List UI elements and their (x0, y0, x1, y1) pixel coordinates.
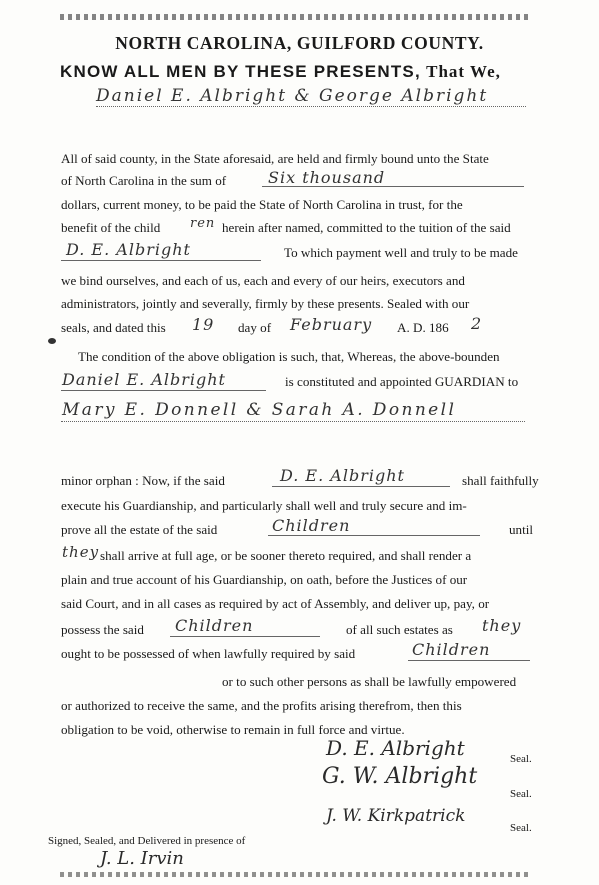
body-line-21: obligation to be void, otherwise to remain in full force and virtue. (61, 722, 405, 737)
body-line-17a: possess the said (61, 622, 144, 637)
month-handwriting: February (290, 315, 373, 334)
guardian-short-handwriting: D. E. Albright (66, 240, 191, 259)
they-2-handwriting: they (482, 616, 522, 635)
county-heading: NORTH CAROLINA, GUILFORD COUNTY. (115, 33, 484, 53)
that-we-text: That We, (426, 62, 501, 81)
body-line-7: administrators, jointly and severally, firmly by these presents. Sealed with our (61, 296, 470, 311)
know-all-men-heading (60, 62, 501, 82)
body-line-2: of North Carolina in the sum of (61, 173, 227, 188)
obligors-handwriting: Daniel E. Albright & George Albright (96, 86, 489, 106)
guardian-name-handwriting: Daniel E. Albright (62, 370, 226, 389)
signature-1: D. E. Albright (326, 736, 465, 760)
decorative-bottom-border (60, 872, 532, 877)
signature-2: G. W. Albright (322, 764, 478, 789)
they-1-handwriting: they (62, 543, 100, 561)
body-line-17b: of all such estates as (346, 622, 453, 637)
body-line-14: shall arrive at full age, or be sooner thereto required, and shall render a (100, 548, 472, 563)
ink-smudge (48, 338, 56, 344)
body-line-11a: minor orphan : Now, if the said (61, 473, 225, 488)
seal-label-1: Seal. (510, 753, 532, 765)
know-all-men-text: KNOW ALL MEN BY THESE PRESENTS, (60, 62, 421, 81)
body-line-5: To which payment well and truly to be made (284, 245, 518, 260)
children-1-handwriting: Children (272, 516, 351, 535)
body-line-1: All of said county, in the State aforesaid, are held and firmly bound unto the State (61, 151, 489, 166)
body-line-8b: day of (238, 320, 272, 335)
decorative-top-border (60, 14, 532, 20)
signature-3: J. W. Kirkpatrick (326, 806, 466, 826)
body-line-11b: shall faithfully (462, 473, 539, 488)
body-line-6: we bind ourselves, and each of us, each and every of our heirs, executors and (61, 273, 465, 288)
witness-signature: J. L. Irvin (100, 848, 184, 869)
body-line-16: said Court, and in all cases as required by act of Assembly, and deliver up, pay, or (61, 596, 490, 611)
year-suffix-handwriting: 2 (471, 314, 483, 333)
body-line-3: dollars, current money, to be paid the State of North Carolina in trust, for the (61, 197, 463, 212)
guardian-short2-handwriting: D. E. Albright (280, 466, 405, 485)
child-suffix-handwriting: ren (190, 216, 216, 231)
body-line-4a: benefit of the child (61, 220, 161, 235)
body-line-9: The condition of the above obligation is such, that, Whereas, the above-bounden (78, 349, 500, 364)
witness-label: Signed, Sealed, and Delivered in presence of (48, 835, 246, 847)
seal-label-2: Seal. (510, 788, 532, 800)
body-line-4b: herein after named, committed to the tuition of the said (222, 220, 511, 235)
body-line-12: execute his Guardianship, and particularly shall well and truly secure and im- (61, 498, 467, 513)
wards-handwriting: Mary E. Donnell & Sarah A. Donnell (62, 400, 457, 420)
seal-label-3: Seal. (510, 822, 532, 834)
body-line-8c: A. D. 186 (397, 320, 449, 335)
children-2-handwriting: Children (175, 616, 254, 635)
day-handwriting: 19 (192, 315, 215, 334)
body-line-13a: prove all the estate of the said (61, 522, 218, 537)
body-line-18: ought to be possessed of when lawfully required by said (61, 646, 356, 661)
body-line-20: or authorized to receive the same, and the profits arising therefrom, then this (61, 698, 462, 713)
sum-handwriting: Six thousand (268, 168, 386, 187)
children-3-handwriting: Children (412, 640, 491, 659)
body-line-10: is constituted and appointed GUARDIAN to (285, 374, 519, 389)
body-line-8a: seals, and dated this (61, 320, 166, 335)
body-line-15: plain and true account of his Guardianship, on oath, before the Justices of our (61, 572, 468, 587)
body-line-19: or to such other persons as shall be lawfully empowered (222, 674, 517, 689)
body-line-13b: until (509, 522, 534, 537)
